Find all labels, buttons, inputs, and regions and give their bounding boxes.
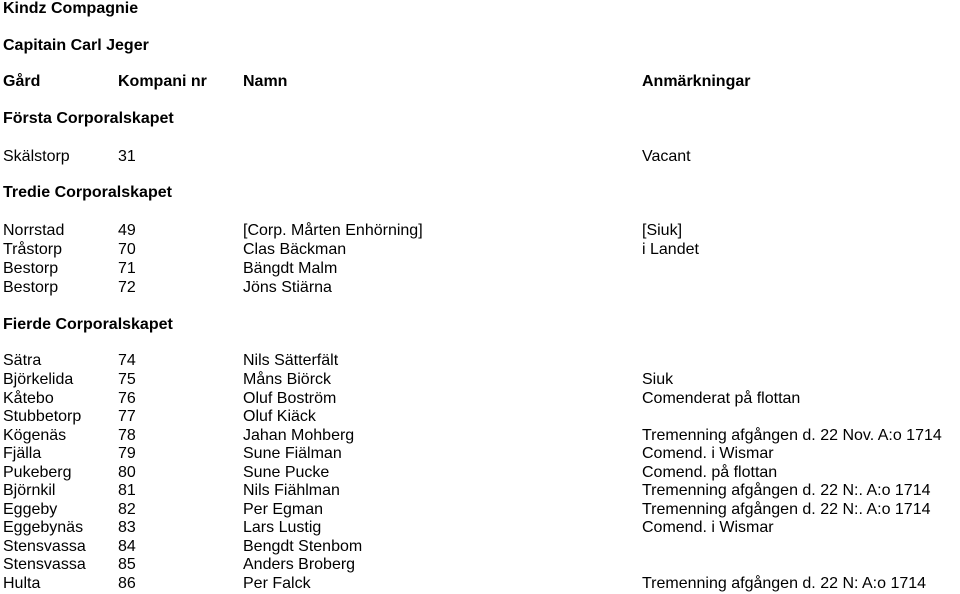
- cell-namn: Bängdt Malm: [243, 260, 338, 277]
- column-header-gard: Gård: [3, 73, 41, 90]
- cell-anm: Comend. i Wismar: [642, 519, 774, 536]
- cell-nr: 84: [118, 538, 136, 555]
- section-title-forsta: Första Corporalskapet: [3, 110, 174, 127]
- cell-anm: Tremenning afgången d. 22 N:. A:o 1714: [642, 482, 931, 499]
- cell-namn: Lars Lustig: [243, 519, 322, 536]
- cell-gard: Fjälla: [3, 445, 42, 462]
- cell-gard: Eggebynäs: [3, 519, 84, 536]
- cell-gard: Pukeberg: [3, 464, 72, 481]
- cell-gard: Tråstorp: [3, 241, 62, 258]
- cell-namn: Oluf Boström: [243, 390, 337, 407]
- cell-anm: [Siuk]: [642, 222, 683, 239]
- cell-nr: 49: [118, 222, 136, 239]
- cell-namn: Anders Broberg: [243, 556, 356, 573]
- cell-gard: Stensvassa: [3, 556, 86, 573]
- cell-anm: Tremenning afgången d. 22 N:. A:o 1714: [642, 501, 931, 518]
- column-header-namn: Namn: [243, 73, 288, 90]
- captain-title: Capitain Carl Jeger: [3, 37, 149, 54]
- cell-anm: Tremenning afgången d. 22 Nov. A:o 1714: [642, 427, 942, 444]
- cell-nr: 79: [118, 445, 136, 462]
- cell-gard: Eggeby: [3, 501, 58, 518]
- cell-gard: Kåtebo: [3, 390, 54, 407]
- cell-gard: Sätra: [3, 352, 42, 369]
- cell-gard: Skälstorp: [3, 148, 70, 165]
- cell-nr: 86: [118, 575, 136, 592]
- cell-gard: Hulta: [3, 575, 41, 592]
- cell-namn: Oluf Kiäck: [243, 408, 316, 425]
- cell-nr: 31: [118, 148, 136, 165]
- cell-anm: Comend. i Wismar: [642, 445, 774, 462]
- cell-gard: Björkelida: [3, 371, 74, 388]
- column-header-kompani-nr: Kompani nr: [118, 73, 207, 90]
- cell-gard: Stensvassa: [3, 538, 86, 555]
- cell-nr: 82: [118, 501, 136, 518]
- cell-nr: 75: [118, 371, 136, 388]
- cell-nr: 71: [118, 260, 136, 277]
- cell-gard: Norrstad: [3, 222, 65, 239]
- cell-nr: 81: [118, 482, 136, 499]
- cell-nr: 72: [118, 279, 136, 296]
- cell-nr: 85: [118, 556, 136, 573]
- cell-namn: Nils Sätterfält: [243, 352, 339, 369]
- cell-namn: Per Egman: [243, 501, 324, 518]
- cell-anm: i Landet: [642, 241, 699, 258]
- cell-gard: Stubbetorp: [3, 408, 82, 425]
- company-title: Kindz Compagnie: [3, 0, 139, 17]
- section-title-fierde: Fierde Corporalskapet: [3, 316, 173, 333]
- cell-gard: Bestorp: [3, 279, 59, 296]
- cell-namn: [Corp. Mårten Enhörning]: [243, 222, 423, 239]
- cell-namn: Per Falck: [243, 575, 311, 592]
- cell-gard: Bestorp: [3, 260, 59, 277]
- cell-anm: Vacant: [642, 148, 691, 165]
- cell-anm: Comenderat på flottan: [642, 390, 801, 407]
- cell-namn: Sune Pucke: [243, 464, 330, 481]
- cell-namn: Jöns Stiärna: [243, 279, 332, 296]
- cell-gard: Björnkil: [3, 482, 56, 499]
- cell-anm: Comend. på flottan: [642, 464, 778, 481]
- cell-nr: 70: [118, 241, 136, 258]
- cell-nr: 80: [118, 464, 136, 481]
- cell-anm: Tremenning afgången d. 22 N: A:o 1714: [642, 575, 927, 592]
- cell-namn: Nils Fiählman: [243, 482, 340, 499]
- cell-nr: 76: [118, 390, 136, 407]
- cell-gard: Kögenäs: [3, 427, 67, 444]
- cell-nr: 83: [118, 519, 136, 536]
- cell-nr: 74: [118, 352, 136, 369]
- cell-namn: Bengdt Stenbom: [243, 538, 363, 555]
- cell-namn: Clas Bäckman: [243, 241, 347, 258]
- cell-namn: Måns Biörck: [243, 371, 332, 388]
- cell-anm: Siuk: [642, 371, 674, 388]
- section-title-tredie: Tredie Corporalskapet: [3, 184, 172, 201]
- column-header-anmarkningar: Anmärkningar: [642, 73, 751, 90]
- cell-nr: 77: [118, 408, 136, 425]
- cell-namn: Jahan Mohberg: [243, 427, 355, 444]
- cell-nr: 78: [118, 427, 136, 444]
- cell-namn: Sune Fiälman: [243, 445, 342, 462]
